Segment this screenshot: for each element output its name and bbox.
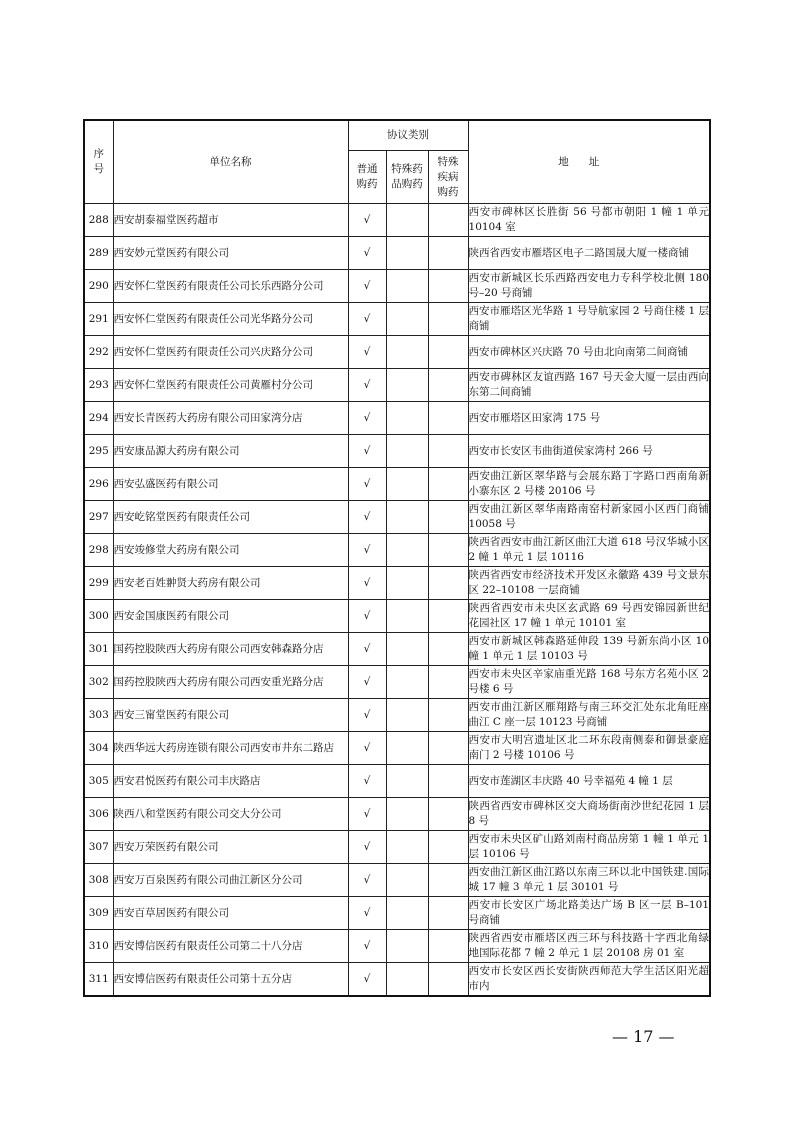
special-disease-purchase-cell bbox=[428, 501, 468, 534]
serial-number-cell: 288 bbox=[84, 204, 113, 237]
unit-name-cell: 国药控股陕西大药房有限公司西安韩森路分店 bbox=[113, 633, 348, 666]
general-purchase-cell: √ bbox=[348, 369, 386, 402]
header-unit-name: 单位名称 bbox=[113, 120, 348, 204]
table-row bbox=[84, 402, 710, 435]
table-row bbox=[84, 336, 710, 369]
general-purchase-cell: √ bbox=[348, 699, 386, 732]
special-drug-purchase-cell bbox=[386, 567, 428, 600]
unit-name-cell: 西安怀仁堂医药有限责任公司黄雁村分公司 bbox=[113, 369, 348, 402]
unit-name-cell: 西安博信医药有限责任公司第十五分店 bbox=[113, 963, 348, 997]
special-disease-purchase-cell bbox=[428, 666, 468, 699]
general-purchase-cell: √ bbox=[348, 732, 386, 765]
unit-name-cell: 西安弘盛医药有限公司 bbox=[113, 468, 348, 501]
general-purchase-cell: √ bbox=[348, 798, 386, 831]
serial-number-cell: 305 bbox=[84, 765, 113, 798]
serial-number-cell: 306 bbox=[84, 798, 113, 831]
special-drug-purchase-cell bbox=[386, 831, 428, 864]
serial-number-cell: 295 bbox=[84, 435, 113, 468]
serial-number-cell: 303 bbox=[84, 699, 113, 732]
unit-name-cell: 西安屹铭堂医药有限责任公司 bbox=[113, 501, 348, 534]
special-disease-purchase-cell bbox=[428, 468, 468, 501]
general-purchase-cell: √ bbox=[348, 336, 386, 369]
unit-name-cell: 西安万百泉医药有限公司曲江新区分公司 bbox=[113, 864, 348, 897]
unit-name-cell: 西安妙元堂医药有限公司 bbox=[113, 237, 348, 270]
address-cell: 西安市新城区长乐西路西安电力专科学校北侧 180 号–20 号商铺 bbox=[468, 270, 710, 303]
general-purchase-cell: √ bbox=[348, 897, 386, 930]
address-cell: 西安市未央区矿山路刘南村商品房第 1 幢 1 单元 1 层 10106 号 bbox=[468, 831, 710, 864]
general-purchase-cell: √ bbox=[348, 501, 386, 534]
address-cell: 西安市碑林区长胜街 56 号都市朝阳 1 幢 1 单元 10104 室 bbox=[468, 204, 710, 237]
unit-name-cell: 西安怀仁堂医药有限责任公司兴庆路分公司 bbox=[113, 336, 348, 369]
special-drug-purchase-cell bbox=[386, 633, 428, 666]
serial-number-cell: 297 bbox=[84, 501, 113, 534]
unit-name-cell: 西安老百姓翀贤大药房有限公司 bbox=[113, 567, 348, 600]
general-purchase-cell: √ bbox=[348, 567, 386, 600]
general-purchase-cell: √ bbox=[348, 270, 386, 303]
table-row bbox=[84, 963, 710, 997]
special-drug-purchase-cell bbox=[386, 930, 428, 963]
special-disease-purchase-cell bbox=[428, 699, 468, 732]
special-disease-purchase-cell bbox=[428, 798, 468, 831]
special-disease-purchase-cell bbox=[428, 237, 468, 270]
serial-number-cell: 309 bbox=[84, 897, 113, 930]
serial-number-cell: 292 bbox=[84, 336, 113, 369]
special-drug-purchase-cell bbox=[386, 501, 428, 534]
special-disease-purchase-cell bbox=[428, 402, 468, 435]
table-row bbox=[84, 534, 710, 567]
general-purchase-cell: √ bbox=[348, 864, 386, 897]
unit-name-cell: 西安竣修堂大药房有限公司 bbox=[113, 534, 348, 567]
special-disease-purchase-cell bbox=[428, 600, 468, 633]
address-cell: 西安曲江新区曲江路以东南三环以北中国铁建.国际城 17 幢 3 单元 1 层 30101 号 bbox=[468, 864, 710, 897]
address-cell: 西安市大明宫遗址区北二环东段南侧泰和御景豪庭南门 2 号楼 10106 号 bbox=[468, 732, 710, 765]
special-disease-purchase-cell bbox=[428, 270, 468, 303]
table-row bbox=[84, 633, 710, 666]
table-row bbox=[84, 831, 710, 864]
header-agreement-category: 协议类别 bbox=[348, 120, 468, 151]
address-cell: 西安市碑林区友谊西路 167 号天金大厦一层由西向东第二间商铺 bbox=[468, 369, 710, 402]
serial-number-cell: 296 bbox=[84, 468, 113, 501]
address-cell: 西安市长安区韦曲街道侯家湾村 266 号 bbox=[468, 435, 710, 468]
special-disease-purchase-cell bbox=[428, 369, 468, 402]
unit-name-cell: 西安康品源大药房有限公司 bbox=[113, 435, 348, 468]
page-number: — 17 — bbox=[612, 1027, 675, 1046]
special-drug-purchase-cell bbox=[386, 369, 428, 402]
table-row bbox=[84, 699, 710, 732]
address-cell: 西安市雁塔区光华路 1 号导航家园 2 号商住楼 1 层商铺 bbox=[468, 303, 710, 336]
serial-number-cell: 304 bbox=[84, 732, 113, 765]
serial-number-cell: 290 bbox=[84, 270, 113, 303]
address-cell: 西安市新城区韩森路延伸段 139 号新东尚小区 10 幢 1 单元 1 层 10103 号 bbox=[468, 633, 710, 666]
special-disease-purchase-cell bbox=[428, 765, 468, 798]
address-cell: 陕西省西安市未央区玄武路 69 号西安锦园新世纪花园社区 17 幢 1 单元 10101 室 bbox=[468, 600, 710, 633]
serial-number-cell: 307 bbox=[84, 831, 113, 864]
special-drug-purchase-cell bbox=[386, 435, 428, 468]
address-cell: 陕西省西安市雁塔区西三环与科技路十字西北角绿地国际花都 7 幢 2 单元 1 层 20108 房 01 室 bbox=[468, 930, 710, 963]
address-cell: 西安曲江新区翠华路与会展东路丁字路口西南角新小寨东区 2 号楼 20106 号 bbox=[468, 468, 710, 501]
special-drug-purchase-cell bbox=[386, 270, 428, 303]
unit-name-cell: 陕西八和堂医药有限公司交大分公司 bbox=[113, 798, 348, 831]
special-drug-purchase-cell bbox=[386, 699, 428, 732]
special-drug-purchase-cell bbox=[386, 798, 428, 831]
special-drug-purchase-cell bbox=[386, 864, 428, 897]
special-drug-purchase-cell bbox=[386, 534, 428, 567]
table-row bbox=[84, 930, 710, 963]
general-purchase-cell: √ bbox=[348, 204, 386, 237]
serial-number-cell: 291 bbox=[84, 303, 113, 336]
address-cell: 西安市碑林区兴庆路 70 号由北向南第二间商铺 bbox=[468, 336, 710, 369]
serial-number-cell: 298 bbox=[84, 534, 113, 567]
serial-number-cell: 300 bbox=[84, 600, 113, 633]
address-cell: 陕西省西安市经济技术开发区永徽路 439 号文景东区 22–10108 一层商铺 bbox=[468, 567, 710, 600]
special-drug-purchase-cell bbox=[386, 204, 428, 237]
general-purchase-cell: √ bbox=[348, 930, 386, 963]
pharmacy-list-table bbox=[83, 119, 711, 997]
special-disease-purchase-cell bbox=[428, 864, 468, 897]
general-purchase-cell: √ bbox=[348, 831, 386, 864]
unit-name-cell: 西安长青医药大药房有限公司田家湾分店 bbox=[113, 402, 348, 435]
header-special-disease-purchase: 特殊疾病购药 bbox=[428, 151, 468, 204]
general-purchase-cell: √ bbox=[348, 534, 386, 567]
unit-name-cell: 西安三甯堂医药有限公司 bbox=[113, 699, 348, 732]
table-row bbox=[84, 666, 710, 699]
special-disease-purchase-cell bbox=[428, 930, 468, 963]
general-purchase-cell: √ bbox=[348, 666, 386, 699]
general-purchase-cell: √ bbox=[348, 435, 386, 468]
general-purchase-cell: √ bbox=[348, 237, 386, 270]
table-row bbox=[84, 765, 710, 798]
address-cell: 西安市长安区西长安街陕西师范大学生活区阳光超市内 bbox=[468, 963, 710, 997]
general-purchase-cell: √ bbox=[348, 402, 386, 435]
table-row bbox=[84, 732, 710, 765]
special-drug-purchase-cell bbox=[386, 963, 428, 997]
address-cell: 西安市莲湖区丰庆路 40 号幸福苑 4 幢 1 层 bbox=[468, 765, 710, 798]
header-special-drug-purchase: 特殊药品购药 bbox=[386, 151, 428, 204]
special-drug-purchase-cell bbox=[386, 336, 428, 369]
special-disease-purchase-cell bbox=[428, 303, 468, 336]
table-row bbox=[84, 897, 710, 930]
table-row bbox=[84, 204, 710, 237]
unit-name-cell: 西安胡泰福堂医药超市 bbox=[113, 204, 348, 237]
special-drug-purchase-cell bbox=[386, 402, 428, 435]
special-disease-purchase-cell bbox=[428, 963, 468, 997]
table-row bbox=[84, 270, 710, 303]
special-disease-purchase-cell bbox=[428, 831, 468, 864]
serial-number-cell: 294 bbox=[84, 402, 113, 435]
address-cell: 西安市未央区辛家庙重光路 168 号东方名苑小区 2 号楼 6 号 bbox=[468, 666, 710, 699]
general-purchase-cell: √ bbox=[348, 633, 386, 666]
special-drug-purchase-cell bbox=[386, 303, 428, 336]
serial-number-cell: 310 bbox=[84, 930, 113, 963]
table-row bbox=[84, 600, 710, 633]
serial-number-cell: 308 bbox=[84, 864, 113, 897]
general-purchase-cell: √ bbox=[348, 600, 386, 633]
address-cell: 西安市雁塔区田家湾 175 号 bbox=[468, 402, 710, 435]
unit-name-cell: 西安博信医药有限责任公司第二十八分店 bbox=[113, 930, 348, 963]
unit-name-cell: 西安怀仁堂医药有限责任公司光华路分公司 bbox=[113, 303, 348, 336]
unit-name-cell: 陕西华远大药房连锁有限公司西安市井东二路店 bbox=[113, 732, 348, 765]
special-disease-purchase-cell bbox=[428, 204, 468, 237]
table-row bbox=[84, 303, 710, 336]
address-cell: 陕西省西安市雁塔区电子二路国晟大厦一楼商铺 bbox=[468, 237, 710, 270]
table-row bbox=[84, 435, 710, 468]
serial-number-cell: 302 bbox=[84, 666, 113, 699]
special-drug-purchase-cell bbox=[386, 732, 428, 765]
unit-name-cell: 西安金国康医药有限公司 bbox=[113, 600, 348, 633]
table-row bbox=[84, 567, 710, 600]
special-disease-purchase-cell bbox=[428, 732, 468, 765]
general-purchase-cell: √ bbox=[348, 765, 386, 798]
serial-number-cell: 299 bbox=[84, 567, 113, 600]
unit-name-cell: 西安万荣医药有限公司 bbox=[113, 831, 348, 864]
address-cell: 陕西省西安市曲江新区曲江大道 618 号汉华城小区 2 幢 1 单元 1 层 10116 bbox=[468, 534, 710, 567]
address-cell: 西安曲江新区翠华南路南窑村新家园小区西门商铺 10058 号 bbox=[468, 501, 710, 534]
header-serial-number: 序号 bbox=[84, 120, 113, 204]
table-row bbox=[84, 864, 710, 897]
unit-name-cell: 国药控股陕西大药房有限公司西安重光路分店 bbox=[113, 666, 348, 699]
special-drug-purchase-cell bbox=[386, 237, 428, 270]
general-purchase-cell: √ bbox=[348, 468, 386, 501]
address-cell: 西安市曲江新区雁翔路与南三环交汇处东北角旺座曲江 C 座一层 10123 号商铺 bbox=[468, 699, 710, 732]
table-row bbox=[84, 798, 710, 831]
special-disease-purchase-cell bbox=[428, 534, 468, 567]
special-disease-purchase-cell bbox=[428, 567, 468, 600]
special-disease-purchase-cell bbox=[428, 336, 468, 369]
header-address: 地址 bbox=[468, 120, 710, 204]
unit-name-cell: 西安怀仁堂医药有限责任公司长乐西路分公司 bbox=[113, 270, 348, 303]
special-disease-purchase-cell bbox=[428, 897, 468, 930]
special-drug-purchase-cell bbox=[386, 765, 428, 798]
address-cell: 陕西省西安市碑林区交大商场街南沙世纪花园 1 层 8 号 bbox=[468, 798, 710, 831]
serial-number-cell: 301 bbox=[84, 633, 113, 666]
general-purchase-cell: √ bbox=[348, 963, 386, 997]
special-drug-purchase-cell bbox=[386, 897, 428, 930]
table-row bbox=[84, 369, 710, 402]
special-drug-purchase-cell bbox=[386, 600, 428, 633]
special-drug-purchase-cell bbox=[386, 468, 428, 501]
special-disease-purchase-cell bbox=[428, 633, 468, 666]
special-disease-purchase-cell bbox=[428, 435, 468, 468]
serial-number-cell: 289 bbox=[84, 237, 113, 270]
special-drug-purchase-cell bbox=[386, 666, 428, 699]
serial-number-cell: 293 bbox=[84, 369, 113, 402]
address-cell: 西安市长安区广场北路美达广场 B 区一层 B–101 号商铺 bbox=[468, 897, 710, 930]
table-row bbox=[84, 237, 710, 270]
header-general-purchase: 普通购药 bbox=[348, 151, 386, 204]
table-row bbox=[84, 468, 710, 501]
unit-name-cell: 西安君悦医药有限公司丰庆路店 bbox=[113, 765, 348, 798]
general-purchase-cell: √ bbox=[348, 303, 386, 336]
unit-name-cell: 西安百草居医药有限公司 bbox=[113, 897, 348, 930]
serial-number-cell: 311 bbox=[84, 963, 113, 997]
table-row bbox=[84, 501, 710, 534]
